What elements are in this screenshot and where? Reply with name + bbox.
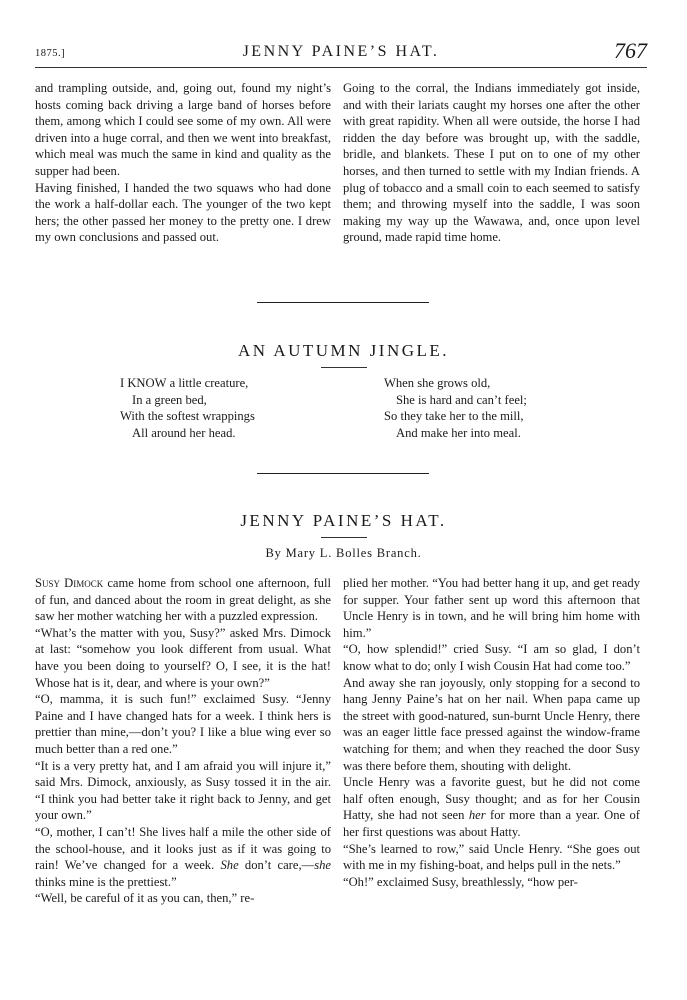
poem-line: I KNOW a little creature, [120,376,249,390]
paragraph: Susy Dimock came home from school one afternoon, full of fun, and danced about the room in great delight, as she saw her mother watching her with a puzzled expression. [35,576,331,624]
paragraph: “O, how splendid!” cried Susy. “I am so glad, I don’t know what to do; only I wish Cousin Hat had come too.” [343,642,640,673]
page-number: 767 [614,38,647,63]
story-left-column [35,575,331,907]
paragraph: Having finished, I handed the two squaws who had done the work a half-dollar each. The younger of the two kept hers; the other passed her money to the pretty one. I drew my own conclusions and passed out. [35,180,331,245]
running-title: JENNY PAINE’S HAT. [242,43,440,60]
poem-title: AN AUTUMN JINGLE. [237,341,450,360]
poem-line: She is hard and can’t feel; [396,392,527,407]
section-divider [257,473,429,474]
paragraph: and trampling outside, and, going out, found my night’s hosts coming back driving a large band of horses before them, among which I could see some of my own. All were driven into a huge corral, and then we went into breakfast, which meal was much the same in kind and quality as the supper had been. [35,81,331,178]
paragraph: “Oh!” exclaimed Susy, breathlessly, “how per- [343,874,578,889]
title-underline [321,537,367,538]
poem-line: So they take her to the mill, [384,409,524,423]
paragraph: And away she ran joyously, only stopping for a second to hang Jenny Paine’s hat on her nail. When papa came up the street with good-natured, sun-burnt Uncle Henry, there was an eager little face pressed against the window-frame watching for them; and when they reached the door Susy was there before them, shouting with delight. [343,675,640,773]
poem-right-stanza [384,375,527,441]
poem-line: All around her head. [132,425,236,440]
paragraph: “What’s the matter with you, Susy?” asked Mrs. Dimock at last: “somehow you look different from usual. What have you been doing to yourself? O, I see, it is the hat! Whose hat is it, dear, and where is your own?” [35,625,331,690]
paragraph: plied her mother. “You had better hang it up, and get ready for supper. Your father sent up word this afternoon that Uncle Henry is in town, and he will bring him home with him.” [343,576,640,640]
page-header [35,38,647,64]
poem-first-word: I KNOW [120,376,167,390]
paragraph: “Well, be careful of it as you can, then,” re- [35,891,255,906]
poem-left-stanza [120,375,255,441]
paragraph: “It is a very pretty hat, and I am afraid you will injure it,” said Mrs. Dimock, anxiously, as Susy tossed it in the air. “I think you had better take it right back to Jenny, and get your own.” [35,758,331,823]
header-year: 1875.] [35,48,66,59]
paragraph: “She’s learned to row,” said Uncle Henry. “She goes out with me in my fishing-boat, and helps pull in the nets.” [343,841,640,873]
paragraph: Going to the corral, the Indians immediately got inside, and with their lariats caught my horses one after the other with great rapidity. When all were outside, the horse I had ridden the day before was brought up, with the saddle, bridle, and blankets. These I put on to one of my other horses, and then turned to settle with my Indian friends. A plug of tobacco and a small coin to each seemed to satisfy them; and throwing myself into the saddle, I was soon making my way up the Wawawa, and, once upon level ground, made rapid time home. [343,81,640,245]
story-title: JENNY PAINE’S HAT. [240,511,447,530]
top-right-column [343,80,640,246]
story-right-column [343,575,640,890]
poem-line: In a green bed, [132,392,207,407]
title-underline [321,367,367,368]
paragraph: “O, mother, I can’t! She lives half a mile the other side of the school-house, and it looks just as if it was going to rain! We’ve changed for a week. She don’t care,—she thinks mine is the prettiest.” [35,824,332,889]
opening-words: Susy Dimock [35,576,104,590]
paragraph: Uncle Henry was a favorite guest, but he did not come half often enough, Susy thought; and as for her Cousin Hatty, she had not seen her for more than a year. One of her first questions was about Hatty. [343,775,640,839]
paragraph: “O, mamma, it is such fun!” exclaimed Susy. “Jenny Paine and I have changed hats for a week. I think hers is prettier than mine,—don’t you? I like a blue wing ever so much better than a red one.” [35,692,331,756]
top-left-column [35,80,331,246]
section-divider [257,302,429,303]
byline: By Mary L. Bolles Branch. [265,546,422,560]
poem-line: With the softest wrappings [120,409,255,423]
poem-line: When she grows old, [384,376,491,390]
header-rule [35,67,647,68]
poem-line: And make her into meal. [396,425,521,440]
